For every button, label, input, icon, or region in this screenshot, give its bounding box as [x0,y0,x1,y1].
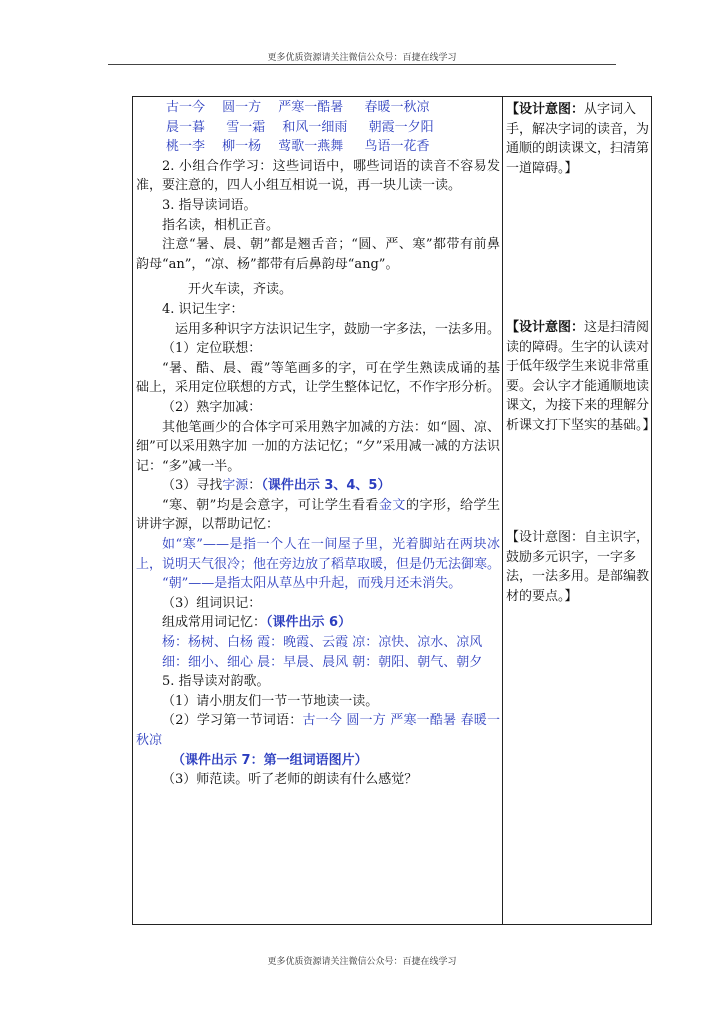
method-4-label: 组成常用词记忆： [162,615,267,631]
step-5-3: （3）师范读。听了老师的朗读有什么感觉？ [162,772,418,788]
zi-yuan-link[interactable]: 字源 [222,478,249,494]
colon: ： [248,478,262,494]
page-footer: 更多优质资源请关注微信公众号：百捷在线学习 [267,957,457,967]
design-note-1-body: 从字词入手，解决字词的读音，为通顺的朗读课文，扫清第一道障碍。】 [506,102,650,176]
design-note-1-title: 【设计意图： [506,102,585,117]
procedure-column [136,98,500,790]
design-note-2-body: 这是扫清阅读的障碍。生字的认读对于低年级学生来说非常重要。会认字才能通顺地读课文，为接下来的理解分析课文打下坚实的基础。】 [506,320,656,433]
design-note-3: 【设计意图：自主识字，鼓励多元识字，一字多法，一法多用。是部编教材的要点。】 [506,530,650,604]
step-4-text: 运用多种识字方法识记生字，鼓励一字多法，一法多用。 [175,321,501,337]
step-4-heading: 4. 识记生字： [162,301,244,317]
word-row: 晨一暮 雪一霜 和风一细雨 朝霞一夕阳 [166,119,434,135]
step-5-1: （1）请小朋友们一节一节地读一读。 [162,693,379,709]
word-row: 古一今 圆一方 严寒一酷暑 春暖一秋凉 [166,100,430,115]
step-3-text: 指名读，相机正音。 [162,217,280,233]
step-5-2 [136,711,500,750]
step-5-heading: 5. 指导读对韵歌。 [162,674,270,690]
design-note-2 [506,318,656,436]
pronunciation-note: 注意“暑、晨、朝”都是翘舌音；“圆、严、寒”都带有前鼻韵母“an”，“凉、杨”都带有后鼻韵母“ang”。 [136,237,500,272]
step-3-heading: 3. 指导读词语。 [162,197,257,213]
method-2-text: 其他笔画少的合体字可采用熟字加减的方法：如“圆、凉、细”可以采用熟字加 一加的方法记忆；“夕”采用减一减的方法识记：“多”减一半。 [136,419,500,474]
method-3-heading [136,476,500,496]
word-row: 桃一李 柳一杨 莺歌一燕舞 鸟语一花香 [166,139,430,155]
design-note-2-title: 【设计意图： [506,320,585,335]
method-1-text: “暑、酷、晨、霞”等笔画多的字，可在学生熟读成诵的基础上，采用定位联想的方式，让学生整体记忆，不作字形分析。 [136,360,501,396]
han-etymology: 如“寒”——是指一个人在一间屋子里，光着脚站在两块冰上，说明天气很冷；他在旁边放了稻草取暖，但是仍无法御寒。 [136,537,501,572]
header-rule [108,64,616,65]
method-4-text [136,613,500,633]
method-3-label: （3）寻找 [162,478,223,494]
column-divider [502,96,503,925]
courseware-3-5: （课件出示 3、4、5） [261,478,391,494]
step-3-reading: 开火车读，齐读。 [188,282,293,298]
design-note-1 [506,100,650,178]
jin-wen-link[interactable]: 金文 [378,497,406,513]
word-group-1: 杨：杨树、白杨 霞：晚霞、云霞 凉：凉快、凉水、凉风 [162,635,483,651]
method-3-text [136,496,500,535]
step-2-text: 2. 小组合作学习：这些词语中，哪些词语的读音不容易发准，要注意的，四人小组互相说一说，再一块儿读一读。 [136,158,500,194]
method-3-text-a: “寒、朝”均是会意字，可让学生看看 [162,497,379,513]
step-5-2-words: 古一今 圆一方 严寒一酷暑 春暖一秋凉 [136,713,500,748]
method-4-heading: （3）组词识记： [162,595,262,611]
courseware-7: （课件出示 7：第一组词语图片） [172,752,368,768]
method-1-heading: （1）定位联想： [162,341,262,357]
courseware-6: （课件出示 6） [266,615,352,631]
method-3-text-b: 的字形，给学生讲讲字源，以帮助记忆： [136,497,500,533]
method-2-heading: （2）熟字加减： [162,399,262,415]
step-5-2-label: （2）学习第一节词语： [162,713,303,729]
zhao-etymology: “朝”——是指太阳从草丛中升起，而残月还未消失。 [162,576,462,592]
page-header: 更多优质资源请关注微信公众号：百捷在线学习 [267,53,457,63]
word-group-2: 细：细小、细心 晨：早晨、晨风 朝：朝阳、朝气、朝夕 [162,654,483,670]
